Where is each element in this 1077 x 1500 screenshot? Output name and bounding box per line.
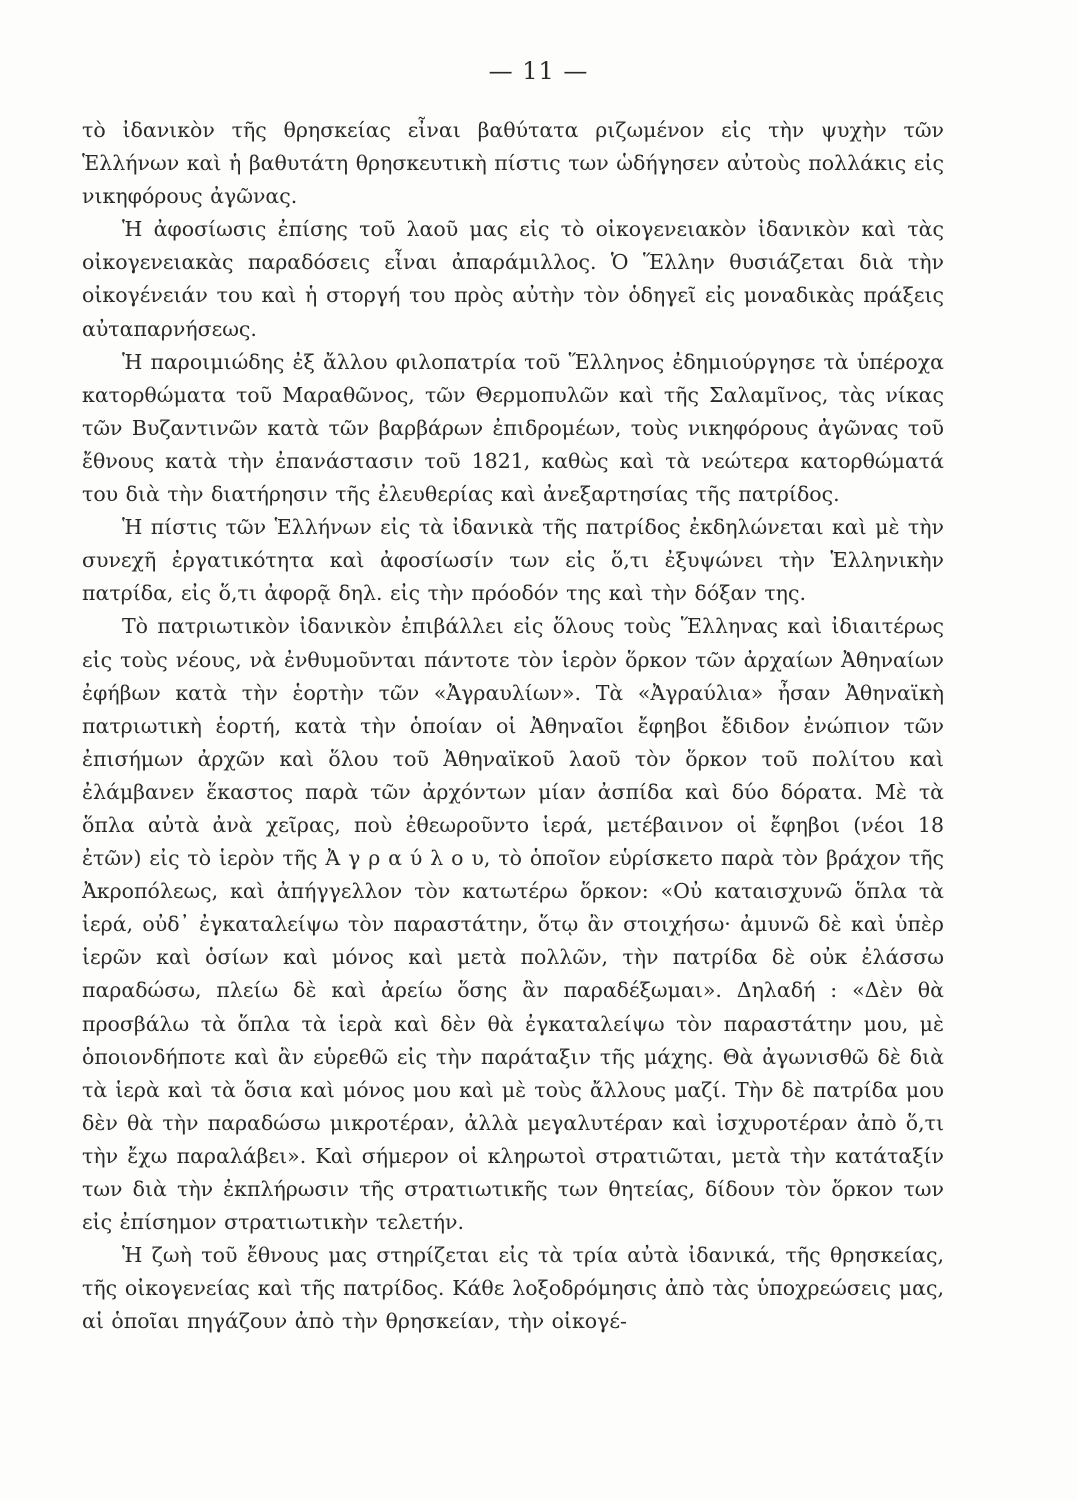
paragraph-patriotism: Ἡ παροιμιώδης ἐξ ἄλλου φιλοπατρία τοῦ Ἕλληνος ἐδημιούργησε τὰ ὑπέροχα κατορθώματα τοῦ Μαραθῶνος, τῶν Θερμοπυλῶν καὶ τῆς Σαλαμῖνος, τὰς νίκας τῶν Βυζαντινῶν κατὰ τῶν βαρβάρων ἐπιδρομέων, τοὺς νικηφόρους ἀγῶνας τοῦ ἔθνους κατὰ τὴν ἐπανάστασιν τοῦ 1821, καθὼς καὶ τὰ νεώτερα κατορθώματά του διὰ τὴν διατήρησιν τῆς ἐλευθερίας καὶ ἀνεξαρτησίας τῆς πατρίδος. [82, 349, 944, 507]
paragraph-religion-continued: τὸ ἰδανικὸν τῆς θρησκείας εἶναι βαθύτατα ριζωμένον εἰς τὴν ψυχὴν τῶν Ἑλλήνων καὶ ἡ βαθυτάτη θρησκευτικὴ πίστις των ὡδήγησεν αὐτοὺς πολλάκις εἰς νικηφόρους ἀγῶνας. [82, 118, 944, 209]
page-number: — 11 — [488, 57, 589, 85]
paragraph-family-ideal: Ἡ ἀφοσίωσις ἐπίσης τοῦ λαοῦ μας εἰς τὸ οἰκογενειακὸν ἰδανικὸν καὶ τὰς οἰκογενειακὰς παραδόσεις εἶναι ἀπαράμιλλος. Ὁ Ἕλλην θυσιάζεται διὰ τὴν οἰκογένειάν του καὶ ἡ στοργή του πρὸς αὐτὴν τὸν ὁδηγεῖ εἰς μοναδικὰς πράξεις αὐταπαρνήσεως. [82, 217, 944, 341]
paragraph-three-ideals: Ἡ ζωὴ τοῦ ἔθνους μας στηρίζεται εἰς τὰ τρία αὐτὰ ἰδανικά, τῆς θρησκείας, τῆς οἰκογενείας καὶ τῆς πατρίδος. Κάθε λοξοδρόμησις ἀπὸ τὰς ὑποχρεώσεις μας, αἱ ὁποῖαι πηγάζουν ἀπὸ τὴν θρησκείαν, τὴν οἰκογέ- [82, 1243, 944, 1334]
body-text [82, 114, 944, 1338]
paragraph-ephebic-oath: Τὸ πατριωτικὸν ἰδανικὸν ἐπιβάλλει εἰς ὅλους τοὺς Ἕλληνας καὶ ἰδιαιτέρως εἰς τοὺς νέους, νὰ ἐνθυμοῦνται πάντοτε τὸν ἱερὸν ὅρκον τῶν ἀρχαίων Ἀθηναίων ἐφήβων κατὰ τὴν ἑορτὴν τῶν «Ἀγραυλίων». Τὰ «Ἀγραύλια» ἦσαν Ἀθηναϊκὴ πατριωτικὴ ἑορτή, κατὰ τὴν ὁποίαν οἱ Ἀθηναῖοι ἔφηβοι ἔδιδον ἐνώπιον τῶν ἐπισήμων ἀρχῶν καὶ ὅλου τοῦ Ἀθηναϊκοῦ λαοῦ τὸν ὅρκον τοῦ πολίτου καὶ ἐλάμβανεν ἕκαστος παρὰ τῶν ἀρχόντων μίαν ἀσπίδα καὶ δύο δόρατα. Μὲ τὰ ὅπλα αὐτὰ ἀνὰ χεῖρας, ποὺ ἐθεωροῦντο ἱερά, μετέβαινον οἱ ἔφηβοι (νέοι 18 ἐτῶν) εἰς τὸ ἱερὸν τῆς Ἀ γ ρ α ύ λ ο υ, τὸ ὁποῖον εὑρίσκετο παρὰ τὸν βράχον τῆς Ἀκροπόλεως, καὶ ἀπήγγελλον τὸν κατωτέρω ὅρκον: «Οὐ καταισχυνῶ ὅπλα τὰ ἱερά, οὐδ᾽ ἐγκαταλείψω τὸν παραστάτην, ὅτῳ ἂν στοιχήσω· ἀμυνῶ δὲ καὶ ὑπὲρ ἱερῶν καὶ ὁσίων καὶ μόνος καὶ μετὰ πολλῶν, τὴν πατρίδα δὲ οὐκ ἐλάσσω παραδώσω, πλείω δὲ καὶ ἀρείω ὅσης ἂν παραδέξωμαι». Δηλαδή : «Δὲν θὰ προσβάλω τὰ ὅπλα τὰ ἱερὰ καὶ δὲν θὰ ἐγκαταλείψω τὸν παραστάτην μου, μὲ ὁποιονδήποτε καὶ ἂν εὑρεθῶ εἰς τὴν παράταξιν τῆς μάχης. Θὰ ἀγωνισθῶ δὲ διὰ τὰ ἱερὰ καὶ τὰ ὅσια καὶ μόνος μου καὶ μὲ τοὺς ἄλλους μαζί. Τὴν δὲ πατρίδα μου δὲν θὰ τὴν παραδώσω μικροτέραν, ἀλλὰ μεγαλυτέραν καὶ ἰσχυροτέραν ἀπὸ ὅ,τι τὴν ἔχω παραλάβει». Καὶ σήμερον οἱ κληρωτοὶ στρατιῶται, μετὰ τὴν κατάταξίν των διὰ τὴν ἐκπλήρωσιν τῆς στρατιωτικῆς των θητείας, δίδουν τὸν ὅρκον των εἰς ἐπίσημον στρατιωτικὴν τελετήν. [82, 614, 944, 1235]
paragraph-faith-in-homeland: Ἡ πίστις τῶν Ἑλλήνων εἰς τὰ ἰδανικὰ τῆς πατρίδος ἐκδηλώνεται καὶ μὲ τὴν συνεχῆ ἐργατικότητα καὶ ἀφοσίωσίν των εἰς ὅ,τι ἐξυψώνει τὴν Ἑλληνικὴν πατρίδα, εἰς ὅ,τι ἀφορᾷ δηλ. εἰς τὴν πρόοδόν της καὶ τὴν δόξαν της. [82, 515, 944, 606]
